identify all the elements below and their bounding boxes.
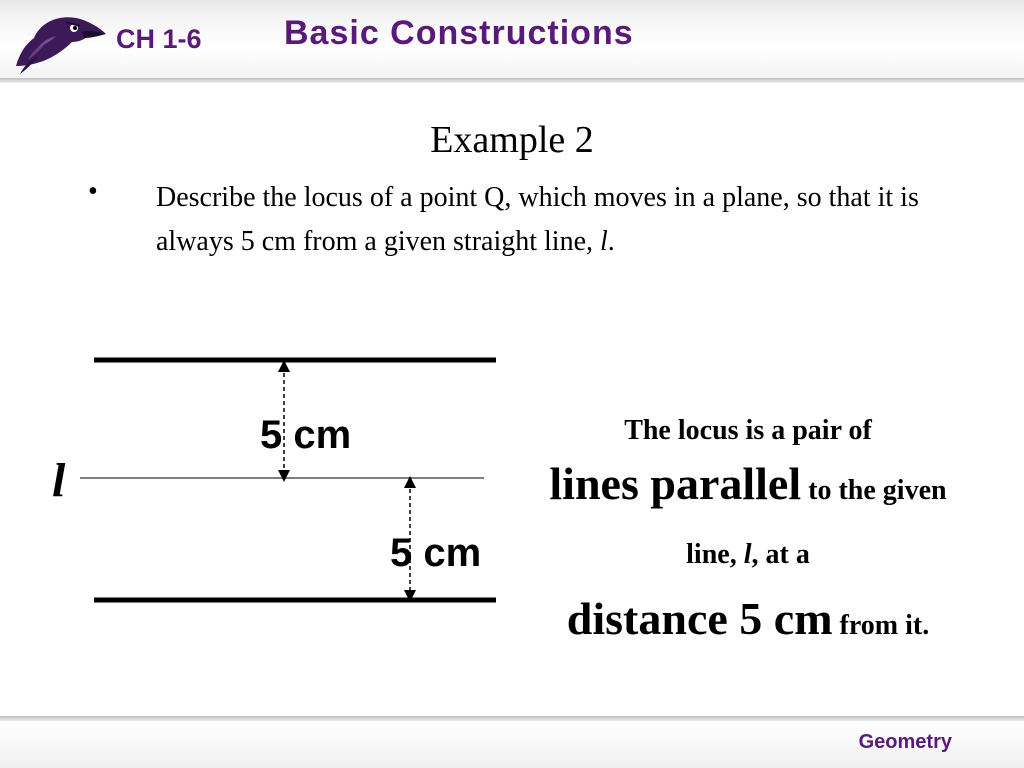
answer-to-the: to the given line,: [686, 475, 947, 570]
answer-emphasis-parallel: lines parallel: [549, 458, 802, 509]
answer-emphasis-distance: distance 5 cm: [566, 593, 833, 644]
chapter-label: CH 1-6: [116, 24, 202, 54]
footer-bar: [0, 721, 1024, 768]
question-main: Describe the locus of a point Q, which moves in a plane, so that it is always 5 cm from a given straight line,: [156, 182, 919, 257]
header-divider: [0, 78, 1024, 83]
answer-at-a: , at a: [751, 539, 810, 570]
answer-line-1: The locus is a pair of: [624, 415, 872, 446]
answer-line-2: [528, 454, 968, 589]
answer-line-3: [528, 589, 968, 660]
answer-from-it: from it.: [832, 610, 930, 641]
line-l-label: l: [52, 454, 66, 507]
example-heading: Example 2: [430, 119, 594, 161]
question-end: .: [607, 226, 615, 257]
locus-diagram: [0, 340, 524, 630]
question-text: [156, 176, 936, 264]
footer-label: Geometry: [858, 731, 952, 753]
answer-variable: l: [743, 539, 752, 570]
lower-distance-label: 5 cm: [390, 531, 482, 575]
answer-text: [528, 408, 968, 660]
raven-logo-icon: [8, 8, 108, 76]
header-bar: [0, 0, 1024, 80]
slide-title: Basic Constructions: [284, 14, 634, 52]
question-variable: l: [600, 226, 608, 257]
upper-distance-label: 5 cm: [260, 413, 352, 457]
bullet-marker: •: [88, 176, 98, 207]
